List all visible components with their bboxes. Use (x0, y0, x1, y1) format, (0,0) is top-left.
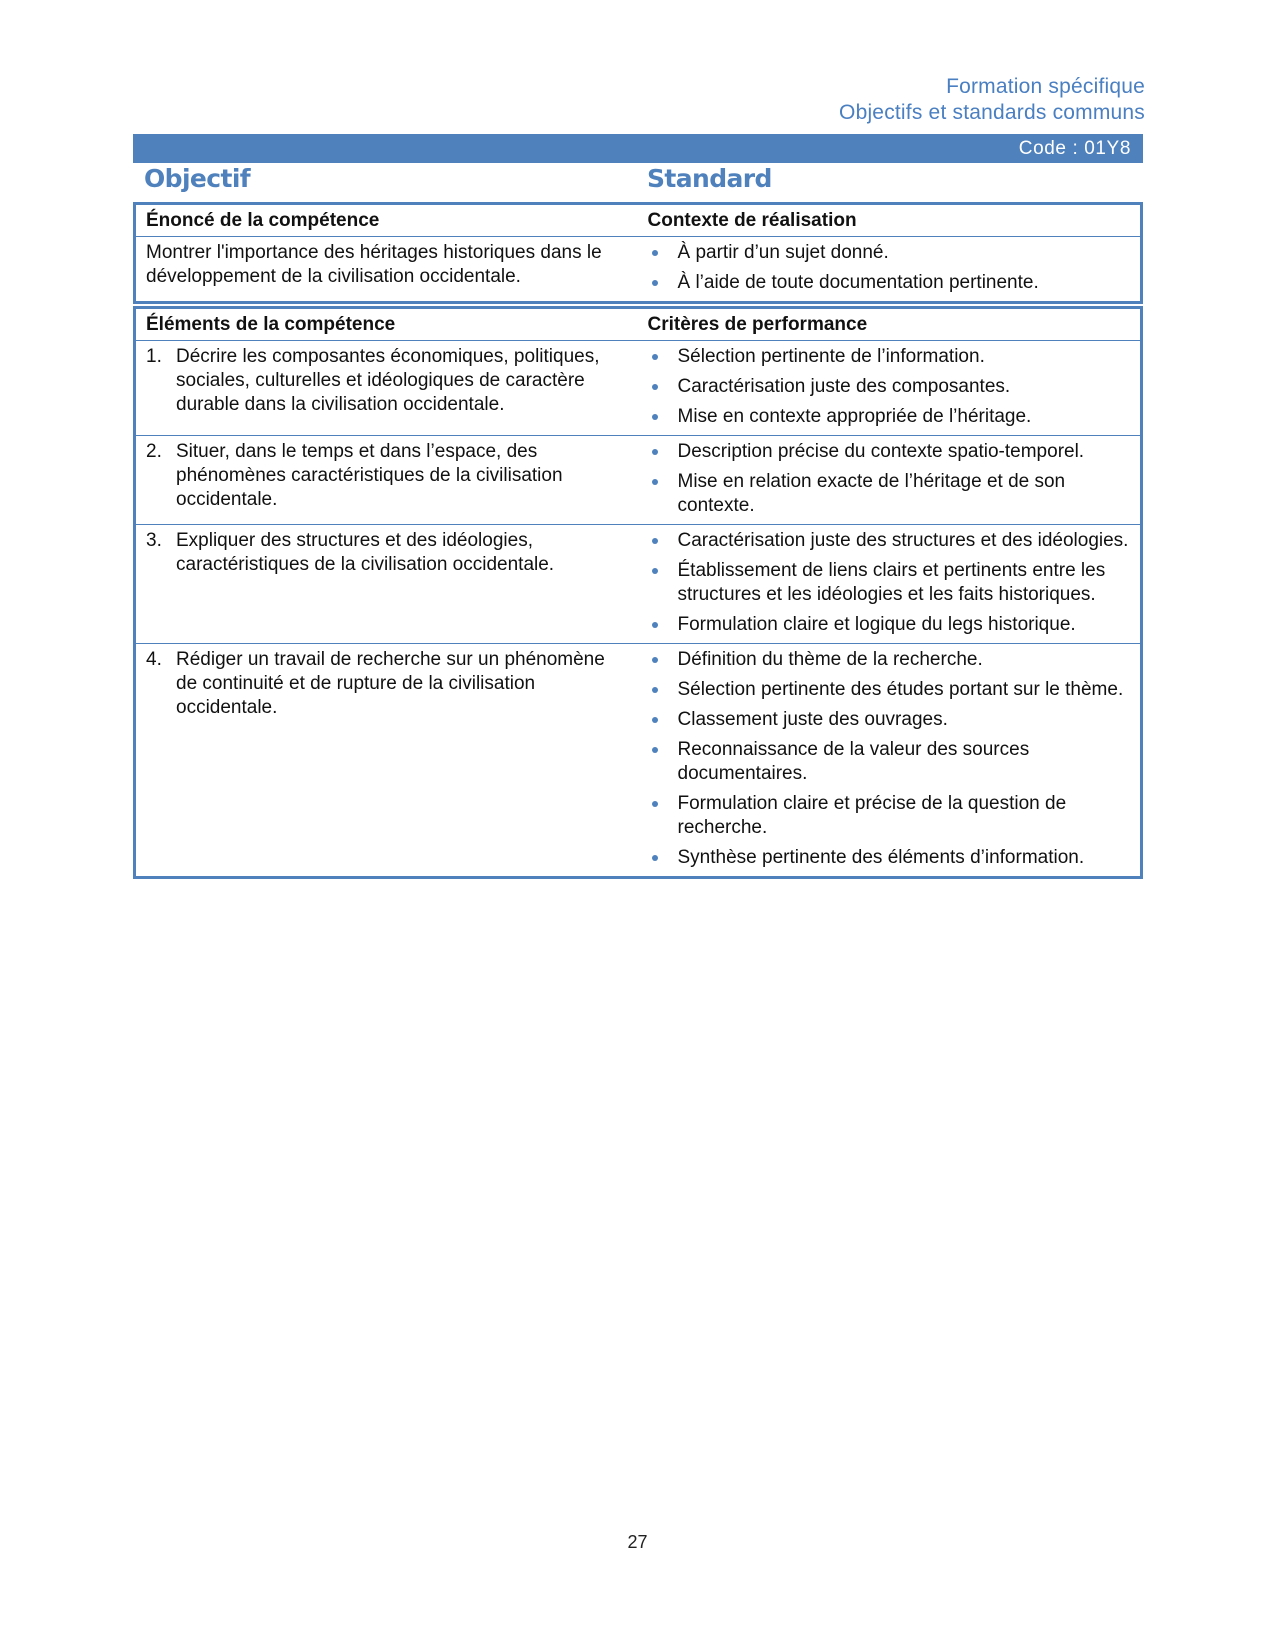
bullet-icon (652, 538, 658, 544)
element-cell (135, 644, 638, 878)
criteres-list (648, 529, 1133, 637)
element-text: Décrire les composantes économiques, politiques, sociales, culturelles et idéologiques de caractère durable dans la civilisation occidentale. (176, 346, 600, 415)
criteres-cell (638, 436, 1142, 525)
bullet-icon (652, 855, 658, 861)
course-code: Code : 01Y8 (1018, 138, 1131, 159)
bullet-icon (652, 414, 658, 420)
bullet-icon (652, 250, 658, 256)
elements-header-row (135, 308, 1142, 341)
element-number: 4. (146, 649, 162, 670)
element-number: 3. (146, 530, 162, 551)
contexte-list (648, 241, 1133, 295)
element-cell (135, 436, 638, 525)
table-row (135, 525, 1142, 644)
contexte-header: Contexte de réalisation (647, 210, 857, 231)
objectif-heading: Objectif (144, 164, 251, 193)
criteres-list (648, 345, 1133, 429)
element-item (146, 529, 630, 577)
criteres-cell (638, 341, 1142, 436)
list-item: Description précise du contexte spatio-temporel. (648, 440, 1133, 464)
list-item: Reconnaissance de la valeur des sources documentaires. (648, 738, 1133, 786)
header-line-1: Formation spécifique (946, 75, 1145, 98)
element-number: 1. (146, 346, 162, 367)
list-item: Synthèse pertinente des éléments d’information. (648, 846, 1133, 870)
criteres-list (648, 648, 1133, 870)
list-item: Sélection pertinente de l’information. (648, 345, 1133, 369)
criteres-cell (638, 525, 1142, 644)
element-item (146, 440, 630, 512)
list-item: Sélection pertinente des études portant sur le thème. (648, 678, 1133, 702)
criteres-header: Critères de performance (647, 314, 868, 335)
element-text: Rédiger un travail de recherche sur un phénomène de continuité et de rupture de la civilisation occidentale. (176, 649, 605, 718)
bullet-icon (652, 384, 658, 390)
list-item: Définition du thème de la recherche. (648, 648, 1133, 672)
bullet-icon (652, 657, 658, 663)
competence-header-row (135, 204, 1142, 237)
table-row (135, 341, 1142, 436)
element-number: 2. (146, 441, 162, 462)
elements-header: Éléments de la compétence (146, 314, 396, 335)
list-item: Formulation claire et précise de la question de recherche. (648, 792, 1133, 840)
list-item: À l’aide de toute documentation pertinente. (648, 271, 1133, 295)
element-item (146, 345, 630, 417)
enonce-header: Énoncé de la compétence (146, 210, 380, 231)
bullet-icon (652, 622, 658, 628)
competence-table (133, 202, 1143, 304)
list-item: Mise en relation exacte de l’héritage et de son contexte. (648, 470, 1133, 518)
bullet-icon (652, 747, 658, 753)
bullet-icon (652, 568, 658, 574)
bullet-icon (652, 687, 658, 693)
bullet-icon (652, 449, 658, 455)
list-item: Établissement de liens clairs et pertinents entre les structures et les idéologies et les faits historiques. (648, 559, 1133, 607)
code-bar (133, 134, 1143, 163)
list-item: Formulation claire et logique du legs historique. (648, 613, 1133, 637)
list-item: Caractérisation juste des composantes. (648, 375, 1133, 399)
running-header (839, 74, 1145, 126)
element-text: Expliquer des structures et des idéologies, caractéristiques de la civilisation occidentale. (176, 530, 555, 575)
element-text: Situer, dans le temps et dans l’espace, des phénomènes caractéristiques de la civilisation occidentale. (176, 441, 563, 510)
list-item: À partir d’un sujet donné. (648, 241, 1133, 265)
list-item: Mise en contexte appropriée de l’héritage. (648, 405, 1133, 429)
contexte-cell (638, 237, 1142, 303)
list-item: Caractérisation juste des structures et des idéologies. (648, 529, 1133, 553)
bullet-icon (652, 479, 658, 485)
bullet-icon (652, 717, 658, 723)
bullet-icon (652, 280, 658, 286)
table-row (135, 644, 1142, 878)
list-item: Classement juste des ouvrages. (648, 708, 1133, 732)
element-item (146, 648, 630, 720)
enonce-text: Montrer l'importance des héritages historiques dans le développement de la civilisation occidentale. (135, 237, 638, 303)
element-cell (135, 525, 638, 644)
elements-table (133, 306, 1143, 879)
bullet-icon (652, 801, 658, 807)
page-number: 27 (627, 1532, 648, 1552)
criteres-list (648, 440, 1133, 518)
standard-heading: Standard (647, 164, 772, 193)
table-row (135, 436, 1142, 525)
bullet-icon (652, 354, 658, 360)
criteres-cell (638, 644, 1142, 878)
competence-body-row (135, 237, 1142, 303)
element-cell (135, 341, 638, 436)
header-line-2: Objectifs et standards communs (839, 101, 1145, 124)
